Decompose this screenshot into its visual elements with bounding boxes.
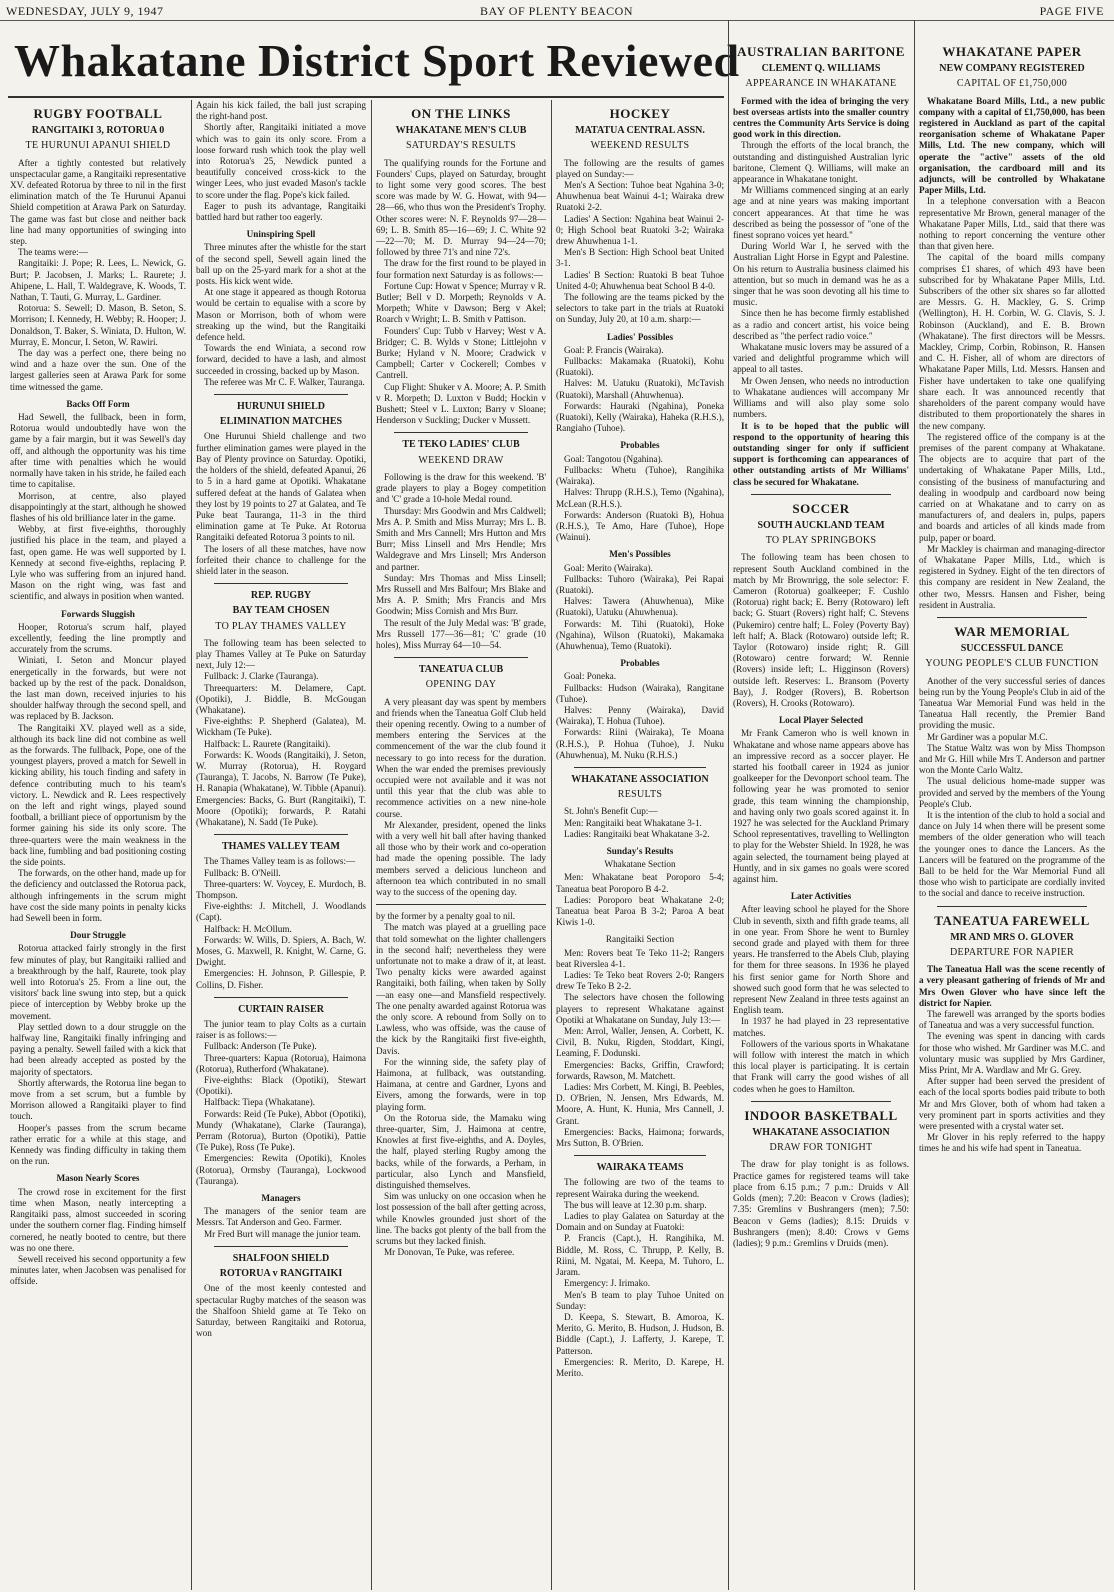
- paragraph: The forwards, on the other hand, made up for the deficiency and outclassed the Rotorua pack, although infringements in the scrum might have cost the side many points in penalty kicks had Sewell been in form.: [10, 868, 186, 924]
- subheading: WEEKEND RESULTS: [590, 140, 690, 152]
- divider: [214, 997, 348, 998]
- lead-paragraph: Whakatane Board Mills, Ltd., a new public company with a capital of £1,750,000, has been registered in Auckland as part of the capital reorganisation scheme of Whakatane Paper Mills, Ltd. The new company, which will operate the "active" assets of the old organisation, the cardboard mill and its adjuncts, will be controlled by Whakatane Paper Mills, Ltd.: [919, 95, 1105, 196]
- headline-rule: [8, 96, 724, 98]
- subheading: SOUTH AUCKLAND TEAM: [757, 519, 885, 531]
- subheading: TO PLAY SPRINGBOKS: [765, 535, 877, 547]
- paragraph: Towards the end Winiata, a second row forward, decided to have a lash, and almost succeeded in crossing, backed up by Mason.: [196, 343, 366, 376]
- paragraph: Thursday: Mrs Goodwin and Mrs Caldwell; Mrs A. P. Smith and Miss Murray; Mrs L. B. Smith and Mrs Cannell; Mrs Hutton and Mrs Burr; Miss Linsell and Mrs Hendle; Mrs Waldegrave and Mrs Linsell; Mrs Anderson and partner.: [376, 505, 546, 572]
- paragraph: The draw for the first round to be played in four formation next Saturday is as follows:—: [376, 258, 546, 280]
- paragraph: Forwards: Anderson (Ruatoki B), Hohua (R.H.S.), Te Amo, Hare (Tuhoe), Hope (Wainui).: [556, 509, 724, 543]
- paper-name: BAY OF PLENTY BEACON: [480, 4, 634, 18]
- column-rule: [551, 100, 552, 1590]
- column-rugby: [10, 100, 186, 1588]
- paragraph: The following are two of the teams to represent Wairaka during the weekend.: [556, 1177, 724, 1199]
- paragraph: Goal: Tangotou (Ngahina).: [564, 453, 663, 464]
- paragraph: Through the efforts of the local branch, the outstanding and distinguished Australian lyric baritone, Clement Q. Williams, will make an appearance in Whakatane tonight.: [733, 140, 909, 185]
- paragraph: The junior team to play Colts as a curtain raiser is as follows:—: [196, 1019, 366, 1041]
- crosshead: Ladies' Possibles: [606, 331, 674, 342]
- paragraph: Following is the draw for this weekend. 'B' grade players to play a Bogey competition and 'C' grade a 10-hole Medal round.: [376, 471, 546, 505]
- paragraph: The capital of the board mills company comprises £1 shares, of which 493 have been subscribed for by Whakatane Paper Mills, Ltd. Subscribers of the other six shares so far allotted are Messrs. G. H. Mackley, G. S. Crimp (Wellington), H. H. Corbin, W. G. Clavis, S. J. Robinson (Auckland), and E. B. Brown (Whakatane). The first directors will be Messrs. Mackley, Crimp, Corbin, Robinson, R. Hansen and C. H. Fisher, all of whom are directors of Whakatane Paper Mills, Ltd. Messrs. Hansen and Fisher have undertaken to take one qualifying share each. It was announced recently that shareholders of the parent company would have distributed to them proportionately the shares in the new company.: [919, 252, 1105, 431]
- paragraph: Ladies: Te Teko beat Rovers 2-0; Rangers drew Te Teko B 2-2.: [556, 970, 724, 992]
- paragraph: Ladies: Poroporo beat Whakatane 2-0; Taneatua beat Paroa B 3-2; Paroa A beat Kiwis 1-0.: [556, 894, 724, 928]
- paragraph: Sim was unlucky on one occasion when he lost possession of the ball after getting across, while Knowles grounded just short of the line. The backs got plenty of the ball from the scrums but they lacked finish.: [376, 1191, 546, 1247]
- section-title: THAMES VALLEY TEAM: [222, 841, 340, 853]
- paragraph: Rangitaiki: J. Pope; R. Lees, L. Newick, G. Burt; P. Jacobsen, J. Marks; L. Raurete; J. Ahipene, L. Hall, T. Waldegrave, K. Woods, T. Nathan, T. Tauti, G. Murray, L. Gardiner.: [10, 258, 186, 303]
- section-title: HOCKEY: [609, 106, 671, 121]
- paragraph: The Thames Valley team is as follows:—: [204, 856, 356, 867]
- paragraph: Fullbacks: Whetu (Tuhoe), Rangihika (Wairaka).: [556, 464, 724, 487]
- paragraph: The bus will leave at 12.30 p.m. sharp.: [564, 1199, 707, 1210]
- paragraph: Mr Fred Burt will manage the junior team.: [204, 1228, 361, 1239]
- paragraph: Halfback: H. McOllum.: [204, 923, 292, 934]
- crosshead: Rangitaiki Section: [605, 934, 675, 945]
- paragraph: D. Keepa, S. Stewart, B. Amoroa, K. Merito, G. Merito, B. Hudson, J. Hudson, B. Biddle (Capt.), J. Lafferty, J. Karepe, T. Patterson.: [556, 1311, 724, 1356]
- masthead: [0, 0, 1114, 21]
- subheading: OPENING DAY: [425, 679, 497, 691]
- crosshead: Sunday's Results: [606, 845, 674, 856]
- paragraph: After a tightly contested but relatively unspectacular game, a Rangitaiki representative XV. defeated Rotorua by three to nil in the first elimination match of the Te Hurunui Apanui Shield competition at Arawa Park on Saturday. The game was fast but close and neither back line had many opportunities of swinging into step.: [10, 157, 186, 247]
- paragraph: Mr Owen Jensen, who needs no introduction to Whakatane audiences will accompany Mr Williams and will also play some solo numbers.: [733, 375, 909, 420]
- paragraph: The usual delicious home-made supper was provided and served by the members of the Young People's Club.: [919, 776, 1105, 809]
- paragraph: Men's B Section: High School beat United 3-1.: [556, 247, 724, 269]
- page-number: PAGE FIVE: [1039, 4, 1104, 18]
- paragraph: Ladies' B Section: Ruatoki B beat Tuhoe United 4-0; Ahuwhenua beat School B 4-0.: [556, 269, 724, 291]
- divider: [394, 657, 528, 658]
- paragraph: Fullbacks: Makamaka (Ruatoki), Kohu (Ruatoki).: [556, 356, 724, 378]
- paragraph: Fortune Cup: Howat v Spence; Murray v R. Butler; Bell v D. Morpeth; Reynolds v A. Morpeth; White v Dawson; Berg v Akel; Roarch v Wright; L. B. Smith v Pattison.: [376, 280, 546, 325]
- section-title: WHAKATANE PAPER: [942, 44, 1082, 59]
- subheading: BAY TEAM CHOSEN: [232, 605, 330, 617]
- paragraph: Five-eighths: J. Mitchell, J. Woodlands (Capt).: [196, 901, 366, 923]
- paragraph: Sewell received his second opportunity a few minutes later, when Jacobsen was penalised for offside.: [10, 1253, 186, 1287]
- paragraph: Forwards: K. Woods (Rangitaiki), J. Seton, W. Murray (Rotorua), H. Roygard (Tauranga), T. Jacobs, N. Barrow (Te Puke), H. Ranapia (Whakatane), W. Tibble (Apanui). Emergencies: Backs, G. Burt (Rangitaiki), T. Moore (Opotiki); forwards, P. Ratahi (Whakatane), N. Sadd (Te Puke).: [196, 749, 366, 827]
- crosshead: Later Activities: [790, 891, 852, 902]
- paragraph: Emergencies: H. Johnson, P. Gillespie, P. Collins, D. Fisher.: [196, 968, 366, 990]
- paragraph: Forwards: Reid (Te Puke), Abbot (Opotiki), Mundy (Whakatane), Clarke (Tauranga), Perram (Rotorua), Burton (Opotiki), Pattie (Te Puke), Ross (Te Puke).: [196, 1108, 366, 1153]
- section-title: HURUNUI SHIELD: [236, 401, 326, 413]
- paragraph: In 1937 he had played in 23 representative matches.: [733, 1016, 909, 1038]
- paragraph: After leaving school he played for the Shore Club in seventh, sixth and fifth grade teams, all in one year. From Shore he went to Burnley second grade and played with them for three years. He transferred to the Abels Club, playing for them for three seasons. In 1936 he played his first senior game for North Shore and showed such good form that he was selected to represent New Zealand in three tests against an English team.: [733, 904, 909, 1016]
- paragraph: The referee was Mr C. F. Walker, Tauranga.: [204, 376, 365, 387]
- section-title: CURTAIN RAISER: [238, 1003, 324, 1015]
- paragraph: Five-eighths: P. Shepherd (Galatea), M. Wickham (Te Puke).: [196, 716, 366, 738]
- paragraph: Hooper, Rotorua's scrum half, played excellently, feeding the line promptly and accurately from the scrums.: [10, 621, 186, 655]
- divider: [214, 583, 348, 584]
- paragraph: by the former by a penalty goal to nil.: [376, 911, 516, 922]
- subheading: RESULTS: [617, 789, 663, 801]
- paragraph: Followers of the various sports in Whakatane will follow with interest the match in which this local player is participating. It is certain that Frank will carry the good wishes of all codes when he goes to Hamilton.: [733, 1038, 909, 1094]
- paragraph: Rotorua: S. Sewell; D. Mason, B. Seton, S. Morrison; I. Kennedy, H. Webby; R. Hooper; J. Donaldson, T. Baker, S. Winiata, D. Hulton, W. Murray, E. Moncur, I. Seton, W. Rawiri.: [10, 303, 186, 347]
- section-title: WHAKATANE ASSOCIATION: [571, 773, 709, 785]
- paragraph: The registered office of the company is at the premises of the parent company at Whakatane. The objects are to acquire that part of the undertaking of Whakatane Paper Mills, Ltd., consisting of the business of manufacturing and dealing in woodpulp and cardboard now being carried on at Whakatane and to carry on as manufacturers of, and dealers in, pulps, papers and boards and articles of all kinds made from pulp, paper or board.: [919, 431, 1105, 543]
- crosshead: Local Player Selected: [778, 715, 864, 726]
- paragraph: Three-quarters: Kapua (Rotorua), Haimona (Rotorua), Rutherford (Whakatane).: [196, 1052, 366, 1074]
- crosshead: Probables: [620, 440, 660, 451]
- paragraph: Sunday: Mrs Thomas and Miss Linsell; Mrs Russell and Mrs Balfour; Mrs Blake and Mrs A. P. Smith; Mrs Francis and Mrs Goodwin; Miss Cornish and Mrs Burr.: [376, 572, 546, 617]
- paragraph: Three minutes after the whistle for the start of the second spell, Sewell again lined the ball up on the 25-yard mark for a shot at the posts. His kick went wide.: [196, 242, 366, 287]
- paragraph: Fullback: J. Clarke (Tauranga).: [204, 671, 319, 682]
- divider: [937, 617, 1087, 618]
- column-golf: [376, 100, 546, 1588]
- paragraph: Emergencies: Backs, Haimona; forwards, Mrs Sutton, B. O'Brien.: [556, 1126, 724, 1149]
- column-hockey: [556, 100, 724, 1588]
- paragraph: The Rangitaiki XV. played well as a side, although its back line did not combine as well as the forwards. The fullback, Pope, one of the youngest players, proved a match for Sewell in kicking ability, his touch finding and safety in defence contributing much to his team's victory. L. Newdick and R. Lees respectively on the left and right wings, played sound football, a brilliant piece of opportunism by the former gaining his side its only score. The three-quarters were the main weakness in the back line, fumbling and bad positioning costing the side points.: [10, 722, 186, 867]
- paragraph: The losers of all these matches, have now forfeited their chance to challenge for the shield later in the season.: [196, 543, 366, 576]
- paragraph: In a telephone conversation with a Beacon representative Mr Brown, general manager of the Whakatane Paper Mills, Ltd., said that there was nothing to report concerning the venture other than that given here.: [919, 196, 1105, 252]
- paragraph: Shortly afterwards, the Rotorua line began to move from a set scrum, but a fumble by Morrison allowed a Rangitaiki player to find touch.: [10, 1077, 186, 1122]
- paragraph: Webby, at first five-eighths, thoroughly justified his place in the team, and played a fast, open game. He was well supported by I. Kennedy at second five-eighths, replacing P. Lyle who was suffering from an injured hand. Mason on the right wing, was fast and scientific, and always in position when wanted.: [10, 524, 186, 602]
- subheading: CLEMENT Q. WILLIAMS: [761, 63, 881, 75]
- issue-date: WEDNESDAY, JULY 9, 1947: [6, 4, 164, 18]
- subheading: WHAKATANE ASSOCIATION: [752, 1127, 890, 1139]
- paragraph: At one stage it appeared as though Rotorua would be certain to equalise with a score by Mason or Morrison, both of whom were streaking up the wind, but the Rangitaiki defence held.: [196, 287, 366, 343]
- divider: [574, 1155, 706, 1156]
- paragraph: Forwards: Riini (Wairaka), Te Moana (R.H.S.), P. Hohua (Tuhoe), J. Nuku (Ahuwhenua), M. Nuku (R.H.S.): [556, 727, 724, 760]
- paragraph: Emergencies: Backs, Griffin, Crawford; forwards, Rawson, M. Matchett.: [556, 1059, 724, 1081]
- subheading: NEW COMPANY REGISTERED: [939, 63, 1085, 75]
- paragraph: Fullback: Anderson (Te Puke).: [204, 1041, 317, 1052]
- paragraph: Since then he has become firmly established as a radio and concert artist, his voice being described as "the perfect radio voice.": [733, 308, 909, 341]
- paragraph: Emergencies: R. Merito, D. Karepe, H. Merito.: [556, 1356, 724, 1378]
- subheading: DEPARTURE FOR NAPIER: [950, 947, 1074, 959]
- paragraph: Morrison, at centre, also played disappointingly at the start, although he showed flashes of his old brilliance later in the game.: [10, 490, 186, 523]
- paragraph: Ladies: Rangitaiki beat Whakatane 3-2.: [564, 828, 710, 839]
- subheading: ROTORUA v RANGITAIKI: [219, 1268, 343, 1280]
- divider: [376, 904, 546, 905]
- paragraph: On the Rotorua side, the Mamaku wing three-quarter, Sim, J. Haimona at centre, Knowles at first five-eighths, and A. Doyles, the half, played sterling Rugby among the backs, while of the forwards, a Perham, in particular, also Lynch and Mansfield, distinguished themselves.: [376, 1112, 546, 1191]
- paragraph: Shortly after, Rangitaiki initiated a move which was to gain its only score. From a loose forward rush which took the play well into Rotorua's 25, Newdick punted a beautifully conceived cross-kick to the winger Lees, who just evaded Mason's tackle to score under the flag. Pope's kick failed.: [196, 122, 366, 200]
- subheading: MATATUA CENTRAL ASSN.: [575, 125, 705, 137]
- lead-paragraph: The Taneatua Hall was the scene recently of a very pleasant gathering of friends of Mr and Mrs Owen Glover who have since left the district for Napier.: [919, 964, 1105, 1008]
- section-title: TANEATUA CLUB: [418, 664, 504, 676]
- paragraph: Forwards: Hauraki (Ngahina), Poneka (Ruatoki), Kelly (Wairaka), Haheka (R.H.S.), Rangiaho (Tuhoe).: [556, 400, 724, 434]
- paragraph: Mr Frank Cameron who is well known in Whakatane and whose name appears above has an impressive record as a soccer player. He started his football career in 1924 as junior goalkeeper for the Devonport school team. The following year he was promoted to senior grade, this team winning the championship, and having only two goals scored against it. In 1927 he was selected for the Auckland Primary School representatives, travelling to Wellington to play for the Webster Shield. In 1928, he was again selected, the tournament being played at Huntly, and in six games no goals were scored against him.: [733, 728, 909, 885]
- paragraph: Mr Mackley is chairman and managing-director of Whakatane Paper Mills, Ltd., which is registered in Sydney. Eight of the ten directors of this company are resident in New Zealand, the other two, Messrs. Hansen and Fisher, being resident in Australia.: [919, 543, 1105, 610]
- paragraph: Threequarters: M. Delamere, Capt. (Opotiki), J. Biddle, B. McGougan (Whakatane).: [196, 682, 366, 715]
- paragraph: Hooper's passes from the scrum became rather erratic for a while at this stage, and Kennedy was finding difficulty in taking them on the run.: [10, 1122, 186, 1167]
- section-title: REP. RUGBY: [250, 590, 312, 602]
- subheading: TO PLAY THAMES VALLEY: [215, 620, 347, 632]
- subheading: TE HURUNUI APANUI SHIELD: [25, 140, 171, 152]
- paragraph: Another of the very successful series of dances being run by the Young People's Club in aid of the Taneatua War Memorial Fund was held in the Taneatua Hall recently, the Premier Band providing the music.: [919, 675, 1105, 731]
- paragraph: Mr Alexander, president, opened the links with a very well hit ball after having thanked all those who by their work and co-operation had made the opening possible. The lady members served a delicious luncheon and afternoon tea which contributed in no small way to the success of the opening day.: [376, 819, 546, 897]
- subheading: SUCCESSFUL DANCE: [960, 643, 1064, 655]
- paragraph: The day was a perfect one, there being no wind and a haze over the sun. One of the largest galleries seen at Arawa Park for some time witnessed the game.: [10, 348, 186, 392]
- section-title: TANEATUA FAREWELL: [934, 912, 1090, 928]
- paragraph: A very pleasant day was spent by members and friends when the Taneatua Golf Club held their opening recently. Owing to a number of members entering the Services at the commencement of the war the club found it necessary to go into recess for the duration. When the war ended the premises previously occupied were not available and it was not until this year that the club was able to recommence activities on a new nine-hole course.: [376, 696, 546, 819]
- subheading: CAPITAL OF £1,750,000: [956, 78, 1068, 90]
- section-title: WAIRAKA TEAMS: [596, 1162, 684, 1174]
- paragraph: Halves: Penny (Wairaka), David (Wairaka), T. Hohua (Tuhoe).: [556, 704, 724, 727]
- closing-paragraph: It is to be hoped that the public will respond to the opportunity of hearing this outstanding singer for only if sufficient support is forthcoming can appearances of other outstanding artists of Mr Williams' class be secured for Whakatane.: [733, 420, 909, 487]
- paragraph: Emergency: J. Irimako.: [564, 1278, 651, 1289]
- section-title: SHALFOON SHIELD: [232, 1252, 330, 1264]
- paragraph: The draw for play tonight is as follows. Practice games for registered teams will take place from 6.15 p.m.; 7 p.m.: Druids v All Golds (men); 7.20: Beacon v Crows (ladies); 7.35: Gremlins v Bushrangers (men); 7.50: Beacon v Gems (ladies); 8.15: Druids v Bushrangers (men); 8.40: Crows v Gems (ladies); 9 p.m.: Gremlins v Druids (men).: [733, 1159, 909, 1248]
- paragraph: Ladies to play Galatea on Saturday at the Domain and on Sunday at Fuatoki:: [556, 1211, 724, 1233]
- paragraph: Eager to push its advantage, Rangitaiki battled hard but rather too eagerly.: [196, 200, 366, 223]
- paragraph: Mr Glover in his reply referred to the happy times he and his wife had spent in Taneatua.: [919, 1132, 1105, 1154]
- paragraph: St. John's Benefit Cup:—: [564, 806, 658, 817]
- divider: [751, 1101, 891, 1102]
- crosshead: Dour Struggle: [70, 930, 126, 941]
- divider: [574, 767, 706, 768]
- section-title: SOCCER: [792, 500, 850, 516]
- paragraph: Three-quarters: W. Voycey, E. Murdoch, B. Thompson.: [196, 878, 366, 900]
- divider: [214, 394, 348, 395]
- paragraph: Halves: M. Uatuku (Ruatoki), McTavish (Ruatoki), Marshall (Ahuwhenua).: [556, 378, 724, 400]
- column-rule: [914, 20, 915, 1590]
- paragraph: The teams were:—: [18, 247, 88, 258]
- paragraph: The qualifying rounds for the Fortune and Founders' Cups, played on Saturday, brought to light some very good scores. The best score was made by W. G. Howat, with 94—28—66, who thus won the President's Trophy. Other scores were: N. F. Reynolds 97—28—69; L. B. Smith 85—16—69; J. C. White 92—22—70; M. D. Murray 94—24—70; followed by three 71's and nine 72's.: [376, 157, 546, 258]
- section-title: AUSTRALIAN BARITONE: [737, 44, 905, 59]
- paragraph: Men: Arrol, Waller, Jensen, A. Corbett, K. Civil, B. Nuku, Rigden, Stoddart, Kingi, Leaming, F. Dodunski.: [556, 1026, 724, 1059]
- section-title: INDOOR BASKETBALL: [744, 1107, 898, 1123]
- paragraph: Founders' Cup: Tubb v Harvey; West v A. Bridger; C. B. Wylds v Stone; Littlejohn v Burke; Hyland v N. Moore; Cradwick v Campbell; Carter v Cockerell; Combes v Cantrell.: [376, 325, 546, 381]
- paragraph: Halfback: Tiepa (Whakatane).: [204, 1097, 315, 1108]
- crosshead: Backs Off Form: [66, 398, 130, 409]
- paragraph: Men: Rovers beat Te Teko 11-2; Rangers beat Riverslea 4-1.: [556, 947, 724, 969]
- paragraph: The Statue Waltz was won by Miss Thompson and Mr G. Hill while Mrs T. Anderson and partner won the Monte Carlo Waltz.: [919, 742, 1105, 776]
- paragraph: Goal: P. Francis (Wairaka).: [564, 344, 664, 355]
- paragraph: Fullbacks: Hudson (Wairaka), Rangitane (Tuhoe).: [556, 682, 724, 704]
- subheading: ELIMINATION MATCHES: [219, 416, 343, 428]
- subheading: MR AND MRS O. GLOVER: [950, 931, 1074, 943]
- match-result: RANGITAIKI 3, ROTORUA 0: [31, 125, 165, 137]
- section-title: ON THE LINKS: [411, 106, 511, 121]
- paragraph: It is the intention of the club to hold a social and dance on July 14 when there will be present some members of the older generation who will teach the younger ones to dance the Lancers. As the Lancers will be featured on the programme of the Ball to be held for the War Memorial Fund all those who wish to participate are cordially invited to the social and dance to receive instruction.: [919, 810, 1105, 899]
- paragraph: The following team has been chosen to represent South Auckland combined in the match by Mr Brownrigg, the sole selector: F. Cameron (Rotorua) goalkeeper; F. Cushlo (Rotorua) right back; E. Berry (Rotowaro) left back; G. Stuart (Rovers) right half; C. Stevens (Pukemiro) centre half; L. Foley (Poverty Bay) left half; A. Black (Rotowaro) outside left; R. Taylor (Rotowaro) inside right; R. Gill (Rotowaro) centre forward; W. Rennie (Rovers) inside left; L. Higginson (Rovers) outside left. Reserves: L. Bransom (Poverty Bay), J. Rodger (Rovers), B. Robertson (Rovers), H. Crooks (Rotowaro).: [733, 552, 909, 708]
- subheading: APPEARANCE IN WHAKATANE: [745, 78, 897, 90]
- paragraph: Mr Donovan, Te Puke, was referee.: [384, 1247, 515, 1258]
- section-title: WAR MEMORIAL: [954, 623, 1070, 639]
- paragraph: Halves: Thrupp (R.H.S.), Temo (Ngahina), McLean (R.H.S.).: [556, 487, 724, 509]
- paragraph: The result of the July Medal was: 'B' grade, Mrs Russell 177—36—81; 'C' grade (10 holes), Miss Murray 64—10—54.: [376, 617, 546, 650]
- paragraph: Fullbacks: Tuhoro (Wairaka), Pei Rapai (Ruatoki).: [556, 573, 724, 595]
- section-title: TE TEKO LADIES' CLUB: [402, 439, 520, 451]
- paragraph: Ladies: Mrs Corbett, M. Kingi, B. Peebles, D. O'Brien, N. Jensen, Mrs Edwards, M. Moore, A. Hunt, K. Hunia, Mrs Cannell, J. Grant.: [556, 1082, 724, 1126]
- paragraph: Whakatane music lovers may be assured of a varied and delightful programme which will appeal to all tastes.: [733, 342, 909, 375]
- paragraph: One Hurunui Shield challenge and two further elimination games were played in the Bay of Plenty province on Saturday. Opotiki, the holders of the shield, defeated Apanui, 26 to 5 in a hard game at Opotiki. Whakatane suffered defeat at the hands of Galatea when they lost by 19 points to 27 at Galatea, and Te Puke beat Tauranga, 11-3 in the third elimination game at Te Puke. At Rotorua Rangitaiki defeated Rotorua 3 points to nil.: [196, 431, 366, 543]
- paragraph: The match was played at a gruelling pace that told somewhat on the lighter challengers in the second half; nevertheless they were unfortunate not to make a draw of it, at least. Two penalty kicks were awarded against Rangitaiki, both failing, when taken by Solly—an easy one—and Mansfield respectively. The one penalty awarded against Rotorua was the only score. A rebound from Solly on to Lawless, who was offside, was the cause of the kick by the Rangitaiki first five-eighth, Davis.: [376, 922, 546, 1056]
- column-rule: [371, 100, 372, 1590]
- section-title: RUGBY FOOTBALL: [33, 106, 163, 121]
- crosshead: Men's Possibles: [609, 549, 671, 560]
- paragraph: The evening was spent in dancing with cards for those who wished. Mr Gardiner was M.C. and voluntary music was supplied by Mrs Gardiner, Miss Print, Mr A. Wardlaw and Mr G. Grey.: [919, 1031, 1105, 1076]
- divider: [937, 906, 1087, 907]
- paragraph: After supper had been served the president of each of the local sports bodies paid tribute to both Mr and Mrs Glover, both of whom had taken a very prominent part in sports activities and they were presented with a crystal water set.: [919, 1076, 1105, 1132]
- subheading: WEEKEND DRAW: [418, 454, 504, 466]
- crosshead: Managers: [261, 1193, 301, 1204]
- paragraph: Mr Gardiner was a popular M.C.: [927, 731, 1048, 742]
- divider: [214, 1246, 348, 1247]
- paragraph: For the winning side, the safety play of Haimona, at fullback, was outstanding. Haimana, at centre and Gardner, Lyons and Eivers, among the forwards, were in top playing form.: [376, 1056, 546, 1112]
- paragraph: Emergencies: Rewita (Opotiki), Knoles (Rotorua), Ormsby (Tauranga), Lockwood (Tauranga).: [196, 1153, 366, 1186]
- divider: [751, 494, 891, 495]
- crosshead: Probables: [620, 658, 660, 669]
- paragraph: The following team has been selected to play Thames Valley at Te Puke on Saturday next, July 12:—: [196, 637, 366, 671]
- paragraph: The following are the teams picked by the selectors to take part in the trials at Ruatoki on Sunday, July 20, at 10 a.m. sharp:—: [556, 292, 724, 325]
- paragraph: Cup Flight: Shuker v A. Moore; A. P. Smith v R. Morpeth; D. Luxton v Budd; Hockin v Bushett; Steel v L. Luxton; Barry v Sloane; Henderson v Suckling; Ducker v Mussett.: [376, 381, 546, 426]
- paragraph: The managers of the senior team are Messrs. Tat Anderson and Geo. Farmer.: [196, 1206, 366, 1228]
- paragraph: Goal: Merito (Wairaka).: [564, 562, 653, 573]
- paragraph: Men's A Section: Tuhoe beat Ngahina 3-0; Ahuwhenua beat Wainui 4-1; Wairaka drew Ruatoki 2-2.: [556, 180, 724, 213]
- subheading: WHAKATANE MEN'S CLUB: [395, 125, 527, 137]
- paragraph: Had Sewell, the fullback, been in form, Rotorua would undoubtedly have won the game by a fair margin, but it was Sewell's day off, and although the opportunity was his time after time with penalties which he would normally have taken in his stride, he failed each time to capitalise.: [10, 412, 186, 490]
- paragraph: Men's B team to play Tuhoe United on Sunday:: [556, 1289, 724, 1311]
- paragraph: Play settled down to a dour struggle on the halfway line, Rangitaiki finally infringing and paying a penalty. Sewell failed with a kick that had been already accepted as posted by the majority of spectators.: [10, 1021, 186, 1077]
- paragraph: Five-eighths: Black (Opotiki), Stewart (Opotiki).: [196, 1075, 366, 1097]
- column-music-soccer: [733, 38, 909, 1588]
- lead-paragraph: Formed with the idea of bringing the very best overseas artists into the smaller country centres the Community Arts Service is doing good work in this direction.: [733, 95, 909, 140]
- paragraph: Ladies' A Section: Ngahina beat Wainui 2-0; High School beat Ruatoki 3-2; Wairaka drew Ahuwhenua 1-1.: [556, 213, 724, 247]
- subheading: DRAW FOR TONIGHT: [769, 1142, 873, 1154]
- paragraph: Men: Rangitaiki beat Whakatane 3-1.: [564, 817, 702, 828]
- paragraph: One of the most keenly contested and spectacular Rugby matches of the season was the Shalfoon Shield game at Te Teko on Saturday, between Rangitaiki and Rotorua, won: [196, 1283, 366, 1339]
- crosshead: Whakatane Section: [604, 859, 676, 870]
- paragraph: Winiati, I. Seton and Moncur played energetically in the forwards, but were not backed up by the rest of the pack. Donaldson, the last man down, received injuries to his shoulder halfway through the second spell, and was replaced by B. Jackson.: [10, 655, 186, 722]
- paragraph: Halves: Tawera (Ahuwhenua), Mike (Ruatoki), Uatuku (Ahuwhenua).: [556, 596, 724, 618]
- paragraph: Mr Williams commenced singing at an early age and at nine years was making important concert appearances. At that time he was described as being the possessor of "one of the finest soprano voices yet heard.": [733, 185, 909, 241]
- subheading: SATURDAY'S RESULTS: [405, 140, 517, 152]
- crosshead: Mason Nearly Scores: [56, 1173, 140, 1184]
- paragraph: Forwards: M. Tihi (Ruatoki), Hoke (Ngahina), Wilson (Ruatoki), Makamaka (Ahuwhenua), Temo (Ruatoki).: [556, 618, 724, 651]
- paragraph: Again his kick failed, the ball just scraping the right-hand post.: [196, 100, 366, 122]
- column-rugby-continued: [196, 100, 366, 1588]
- crosshead: Forwards Sluggish: [61, 608, 135, 619]
- paragraph: The selectors have chosen the following players to represent Whakatane against Opotiki at Whakatane on Sunday, July 13:—: [556, 992, 724, 1025]
- paragraph: Men: Whakatane beat Poroporo 5-4; Taneatua beat Poroporo B 4-2.: [556, 872, 724, 894]
- subheading: YOUNG PEOPLE'S CLUB FUNCTION: [925, 658, 1099, 670]
- crosshead: Uninspiring Spell: [246, 229, 316, 240]
- paragraph: Forwards: W. Wills, D. Spiers, A. Bach, W. Moses, G. Maxwell, R. Knight, W. Carne, G. Dwight.: [196, 934, 366, 968]
- column-rule: [191, 100, 192, 1590]
- paragraph: Rotorua attacked fairly strongly in the first few minutes of play, but Rangitaiki rallied and a breakthrough by the half, Raurete, took play well into Rotorua's 25. From a line out, the visitors' back line swung into step, but a quick piece of interception by Webby broke up the movement.: [10, 943, 186, 1021]
- column-rule: [728, 20, 729, 1590]
- paragraph: The farewell was arranged by the sports bodies of Taneatua and was a very successful function.: [919, 1009, 1105, 1031]
- divider: [394, 432, 528, 433]
- paragraph: Goal: Poneka.: [564, 671, 617, 682]
- paragraph: Halfback: L. Raurete (Rangitaiki).: [204, 738, 331, 749]
- column-paper-memorial: [919, 38, 1105, 1588]
- paragraph: During World War I, he served with the Australian Light Horse in Egypt and Palestine. On his return to Australia business claimed his attention, but so much in demand was he as a singer that he was soon devoting all his time to music.: [733, 241, 909, 308]
- paragraph: The following are the results of games played on Sunday:—: [556, 157, 724, 179]
- divider: [214, 834, 348, 835]
- paragraph: Fullback: B. O'Neill.: [204, 867, 281, 878]
- paragraph: P. Francis (Capt.), H. Rangihika, M. Biddle, M. Ross, C. Thrupp, P. Kelly, B. Riini, M. Ngatai, M. Keepa, M. Tuhoro, L. Jaram.: [556, 1233, 724, 1278]
- paragraph: The crowd rose in excitement for the first time when Mason, neatly intercepting a Rangitaiki pass, almost succeeded in scoring under the southern corner flag. Finding himself cornered, he neatly booted to centre, but there was no one there.: [10, 1186, 186, 1253]
- page-headline: Whakatane District Sport Reviewed: [14, 35, 740, 86]
